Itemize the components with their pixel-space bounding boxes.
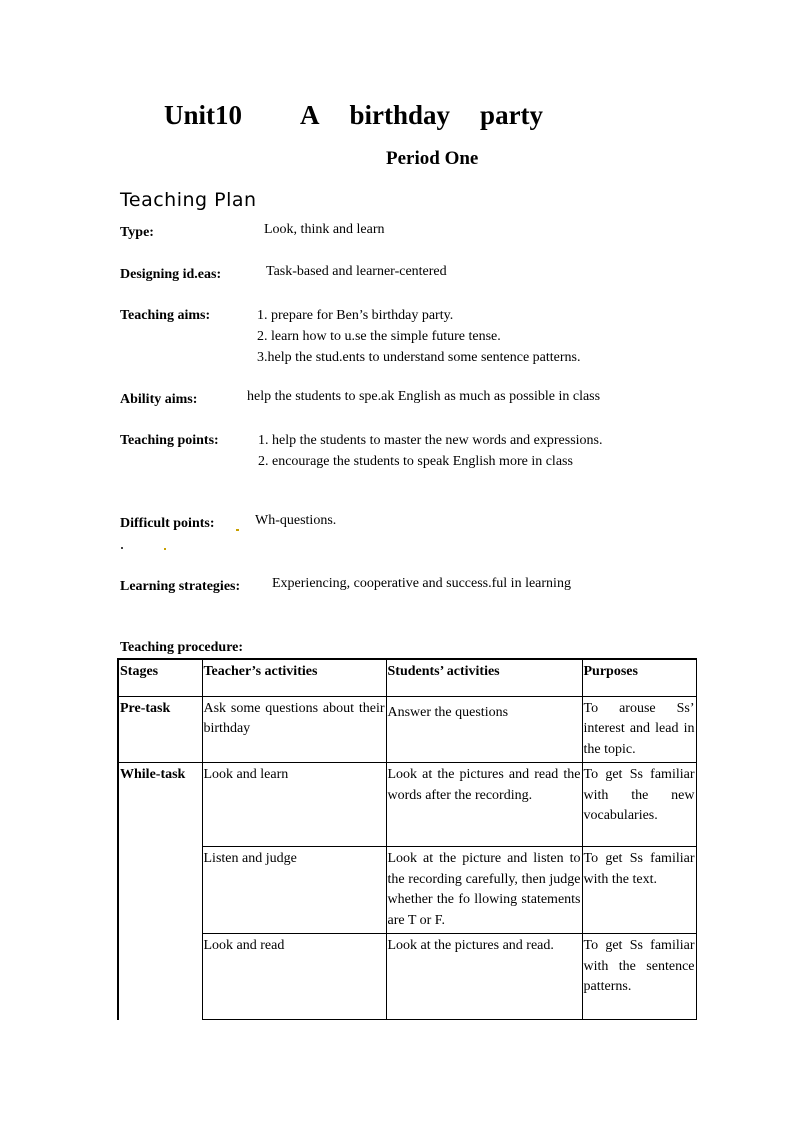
- ability-aims-value: help the students to spe.ak English as much as possible in class: [247, 389, 601, 404]
- stage-cell: Pre-task: [118, 696, 202, 763]
- teaching-plan-heading: Teaching Plan: [120, 189, 257, 211]
- teaching-procedure-label: Teaching procedure:: [120, 640, 244, 655]
- ability-aims-label: Ability aims:: [120, 392, 198, 407]
- teaching-aim-item: 3.help the stud.ents to understand some sentence patterns.: [257, 350, 581, 365]
- table-row: [118, 696, 696, 763]
- teaching-points-list: [258, 430, 603, 472]
- purpose-cell: To get Ss familiar with the new vocabularies.: [582, 763, 696, 847]
- table-row: [118, 934, 696, 1020]
- purpose-cell: To get Ss familiar with the text.: [582, 847, 696, 934]
- teaching-aim-item: 1. prepare for Ben’s birthday party.: [257, 308, 454, 323]
- type-label: Type:: [120, 225, 154, 240]
- stage-cell: [118, 934, 202, 1020]
- stray-dot: [121, 547, 123, 549]
- learning-strategies-value: Experiencing, cooperative and success.ful in learning: [272, 576, 571, 591]
- teacher-activity-cell: Ask some questions about their birthday: [202, 696, 386, 763]
- teaching-aims-label: Teaching aims:: [120, 308, 211, 323]
- table-row: [118, 763, 696, 847]
- teacher-activity-cell: Look and read: [202, 934, 386, 1020]
- stage-cell: [118, 847, 202, 934]
- table-header-row: [118, 659, 696, 696]
- type-value: Look, think and learn: [264, 222, 385, 237]
- designing-ideas-label: Designing id.eas:: [120, 267, 222, 282]
- teacher-activity-cell: Look and learn: [202, 763, 386, 847]
- teacher-activity-cell: Listen and judge: [202, 847, 386, 934]
- header-teacher-activities: Teacher’s activities: [202, 659, 386, 696]
- stage-cell: While-task: [118, 763, 202, 847]
- table-row: [118, 847, 696, 934]
- header-purposes: Purposes: [582, 659, 696, 696]
- teaching-point-item: 2. encourage the students to speak English more in class: [258, 454, 573, 469]
- teaching-points-label: Teaching points:: [120, 433, 219, 448]
- teaching-aims-list: [257, 305, 580, 368]
- teaching-point-item: 1. help the students to master the new words and expressions.: [258, 433, 603, 448]
- title-word-birthday: birthday: [349, 100, 451, 130]
- learning-strategies-label: Learning strategies:: [120, 579, 241, 594]
- students-activity-cell: Look at the pictures and read the words after the recording.: [386, 763, 582, 847]
- purpose-cell: To get Ss familiar with the sentence patterns.: [582, 934, 696, 1020]
- students-activity-cell: Look at the pictures and read.: [386, 934, 582, 1020]
- students-activity-cell: Look at the picture and listen to the recording carefully, then judge whether the fo llowing statements are T or F.: [386, 847, 582, 934]
- difficult-points-value: Wh-questions.: [255, 513, 337, 528]
- students-activity-cell: Answer the questions: [386, 696, 582, 763]
- procedure-table: [117, 658, 697, 1020]
- title-word-a: A: [300, 100, 320, 130]
- teaching-aim-item: 2. learn how to u.se the simple future tense.: [257, 329, 501, 344]
- period-subtitle: Period One: [386, 148, 479, 169]
- stray-dot: [164, 548, 166, 550]
- title-word-party: party: [480, 100, 544, 130]
- purpose-cell: To arouse Ss’ interest and lead in the topic.: [582, 696, 696, 763]
- title-unit: Unit10: [164, 100, 243, 130]
- designing-ideas-value: Task-based and learner-centered: [266, 264, 447, 279]
- difficult-points-label: Difficult points:: [120, 516, 215, 531]
- unit-title: [164, 100, 543, 131]
- correction-mark: [236, 529, 239, 531]
- header-stages: Stages: [118, 659, 202, 696]
- header-students-activities: Students’ activities: [386, 659, 582, 696]
